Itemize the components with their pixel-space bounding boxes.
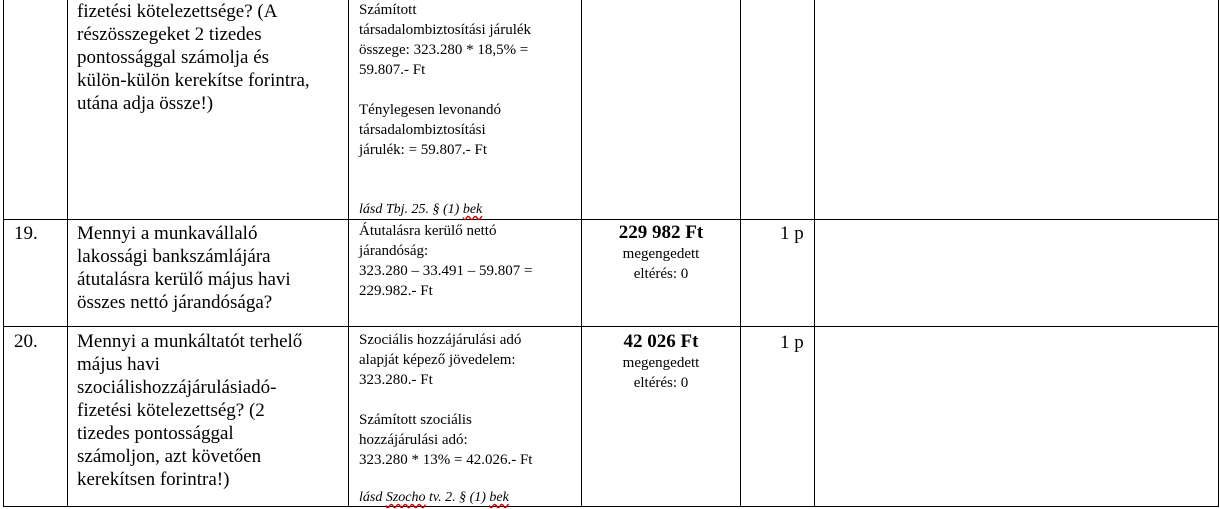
column-divider xyxy=(814,0,815,507)
expected-result xyxy=(582,222,740,284)
legal-reference xyxy=(359,489,579,507)
row-divider xyxy=(3,219,1219,220)
result-tolerance: megengedett eltérés: 0 xyxy=(622,246,700,282)
column-divider xyxy=(740,0,741,507)
solution-text: Szociális hozzájárulási adó alapját képező jövedelem: 323.280.- Ft Számított szociális hozzájárulási adó: 323.280 * 13% = 42.026.- Ft xyxy=(359,332,533,468)
column-divider xyxy=(1218,0,1219,507)
spellcheck-marked-word: bek xyxy=(462,202,483,217)
question-number: 20. xyxy=(14,331,38,352)
column-divider xyxy=(3,0,4,507)
column-divider xyxy=(67,0,68,507)
reference-text: lásd xyxy=(359,490,386,505)
spellcheck-marked-word: bek xyxy=(489,490,509,505)
question-text: Mennyi a munkáltatót terhelő május havi szociálishozzájárulásiadó- fizetési kötelezettség? (2 tizedes pontossággal számoljon, azt követően kerekítsen forintra!) xyxy=(77,331,303,490)
result-tolerance: megengedett eltérés: 0 xyxy=(622,355,700,391)
solution-text: Számított társadalombiztosítási járulék összege: 323.280 * 18,5% = 59.807.- Ft Ténylegesen levonandó társadalombiztosítási járulék: = 59.807.- Ft xyxy=(359,2,532,158)
question-text: fizetési kötelezettsége? (A részösszegeket 2 tizedes pontossággal számolja és külön-külön kerekítse forintra, utána adja össze!) xyxy=(77,1,310,114)
table-bottom-border xyxy=(3,506,1219,507)
points: 1 p xyxy=(780,332,804,353)
reference-text: lásd Tbj. 25. § (1) xyxy=(359,202,463,217)
row-divider xyxy=(3,326,1219,327)
legal-reference xyxy=(359,201,579,219)
question-text: Mennyi a munkavállaló lakossági bankszámlájára átutalásra kerülő május havi összes nettó járandósága? xyxy=(77,223,291,313)
spellcheck-marked-word: Szocho xyxy=(385,490,426,505)
column-divider xyxy=(348,0,349,507)
result-value: 42 026 Ft xyxy=(623,331,699,352)
question-number: 19. xyxy=(14,223,38,244)
points: 1 p xyxy=(780,223,804,244)
reference-text: tv. 2. § (1) xyxy=(425,490,490,505)
expected-result xyxy=(582,331,740,393)
solution-text: Átutalásra kerülő nettó járandóság: 323.280 – 33.491 – 59.807 = 229.982.- Ft xyxy=(359,223,533,299)
result-value: 229 982 Ft xyxy=(618,222,704,243)
